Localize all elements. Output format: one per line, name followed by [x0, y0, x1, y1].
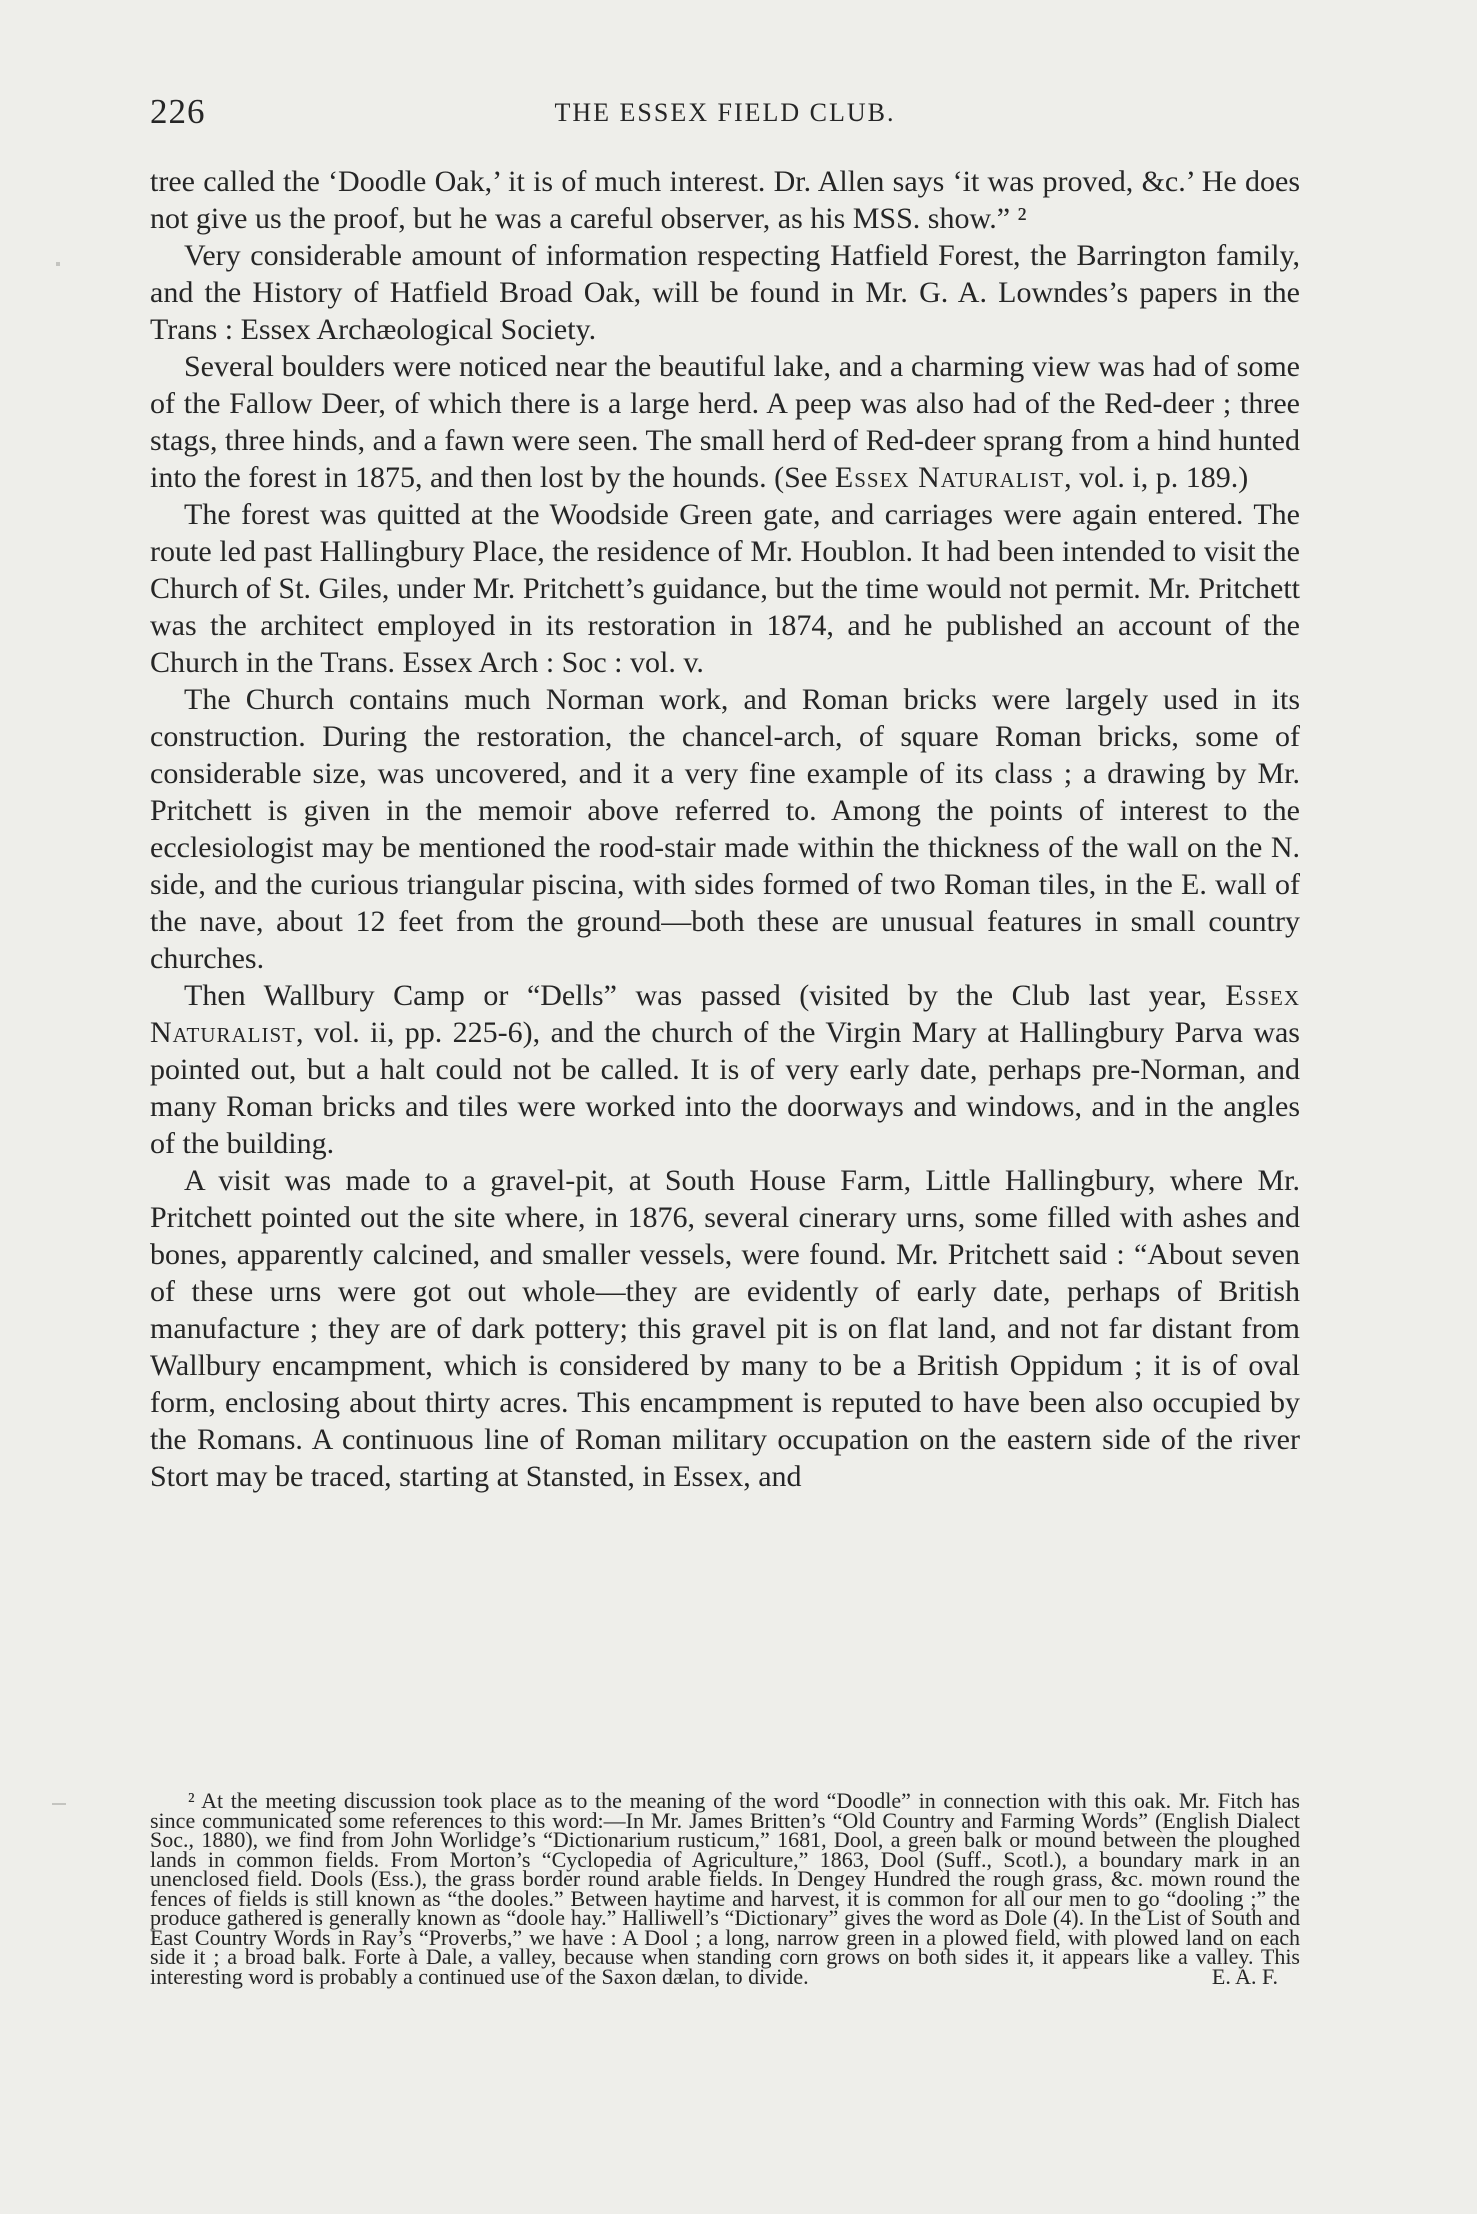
paragraph-5: The Church contains much Norman work, and Roman bricks were largely used in its construction. During the restoration, the chancel-arch, of square Roman bricks, some of considerable size, was uncovered, and it a very fine example of its class ; a drawing by Mr. Pritchett is given in the memoir above referred to. Among the points of interest to the ecclesiologist may be mentioned the rood-stair made within the thickness of the wall on the N. side, and the curious triangular piscina, with sides formed of two Roman tiles, in the E. wall of the nave, about 12 feet from the ground—both these are unusual features in small country churches.	[150, 683, 1300, 975]
journal-title: Essex Naturalist	[150, 979, 1300, 1049]
scan-speck	[56, 262, 60, 266]
paragraph-6: Then Wallbury Camp or “Dells” was passed (visited by the Club last year, Essex Naturalist, vol. ii, pp. 225-6), and the church of the Virgin Mary at Hallingbury Parva was pointed out, but a halt could not be called. It is of very early date, perhaps pre-Norman, and many Roman bricks and tiles were worked into the doorways and windows, and in the angles of the building.	[150, 979, 1300, 1160]
paragraph-7: A visit was made to a gravel-pit, at South House Farm, Little Hallingbury, where Mr. Pritchett pointed out the site where, in 1876, several cinerary urns, some filled with ashes and bones, apparently calcined, and smaller vessels, were found. Mr. Pritchett said : “About seven of these urns were got out whole—they are evidently of early date, perhaps of British manufacture ; they are of dark pottery; this gravel pit is on flat land, and not far distant from Wallbury encampment, which is considered by many to be a British Oppidum ; it is of oval form, enclosing about thirty acres. This encampment is reputed to have been also occupied by the Romans. A continuous line of Roman military occupation on the eastern side of the river Stort may be traced, starting at Stansted, in Essex, and	[150, 1164, 1300, 1493]
footnotes	[150, 1788, 1300, 1989]
footnote-2	[150, 1788, 1300, 1989]
footnote-text: ² At the meeting discussion took place as to the meaning of the word “Doodle” in connection with this oak. Mr. Fitch has since communicated some references to this word:—In Mr. James Britten’s “Old Country and Farming Words” (English Dialect Soc., 1880), we find from John Worlidge’s “Dictionarium rusticum,” 1681, Dool, a green balk or mound between the ploughed lands in common fields. From Morton’s “Cyclopedia of Agriculture,” 1863, Dool (Suff., Scotl.), a boundary mark in an unenclosed field. Dools (Ess.), the grass border round arable fields. In Dengey Hundred the rough grass, &c. mown round the fences of fields is still known as “the dooles.” Between haytime and harvest, it is common for all our men to go “dooling ;” the produce gathered is generally known as “doole hay.” Halliwell’s “Dictionary” gives the word as Dole (4). In the List of South and East Country Words in Ray’s “Proverbs,” we have : A Dool ; a long, narrow green in a plowed field, with plowed land on each side it ; a broad balk. Forte à Dale, a valley, because when standing corn grows on both sides it, it appears like a valley. This interesting word is probably a continued use of the Saxon dælan, to divide.	[150, 1788, 1300, 1989]
page-header	[150, 92, 1300, 132]
paragraph-4: The forest was quitted at the Woodside Green gate, and carriages were again entered. The route led past Hallingbury Place, the residence of Mr. Houblon. It had been intended to visit the Church of St. Giles, under Mr. Pritchett’s guidance, but the time would not permit. Mr. Pritchett was the architect employed in its restoration in 1874, and he published an account of the Church in the Trans. Essex Arch : Soc : vol. v.	[150, 498, 1300, 679]
journal-title: Essex Naturalist	[834, 461, 1065, 494]
paragraph-3: Several boulders were noticed near the beautiful lake, and a charming view was had of some of the Fallow Deer, of which there is a large herd. A peep was also had of the Red-deer ; three stags, three hinds, and a fawn were seen. The small herd of Red-deer sprang from a hind hunted into the forest in 1875, and then lost by the hounds. (See Essex Naturalist, vol. i, p. 189.)	[150, 350, 1300, 494]
paragraph-2: Very considerable amount of information respecting Hatfield Forest, the Barrington family, and the History of Hatfield Broad Oak, will be found in Mr. G. A. Lowndes’s papers in the Trans : Essex Archæological Society.	[150, 239, 1300, 346]
paragraph-1: tree called the ‘Doodle Oak,’ it is of much interest. Dr. Allen says ‘it was proved, &c.’ He does not give us the proof, but he was a careful observer, as his MSS. show.” ²	[150, 165, 1300, 235]
body-text	[150, 163, 1300, 1495]
scan-speck	[52, 1803, 66, 1805]
running-head: THE ESSEX FIELD CLUB.	[554, 98, 896, 127]
footnote-signature: E. A. F.	[1211, 1963, 1278, 1989]
page-number: 226	[150, 92, 206, 131]
